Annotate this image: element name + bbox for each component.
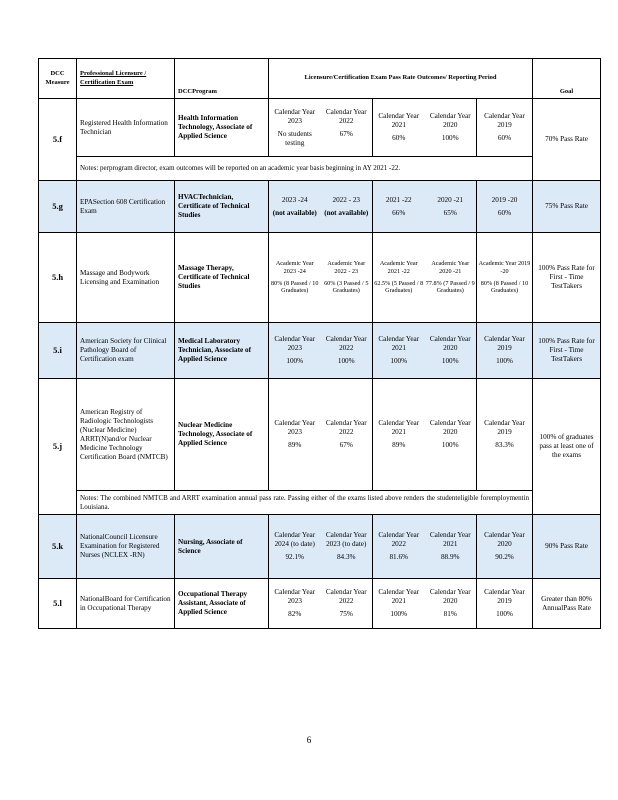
results-cell (269, 181, 373, 233)
year-result (373, 529, 425, 564)
table-row (39, 99, 601, 157)
year-label: Calendar Year 2022 (325, 419, 367, 436)
table-row (39, 515, 601, 579)
measure-cell: 5.f (39, 99, 77, 181)
year-label: Calendar Year 2019 (484, 588, 525, 605)
year-label: Calendar Year 2020 (429, 588, 471, 605)
year-value: 100% (441, 441, 459, 449)
goal-cell: 75% Pass Rate (533, 181, 601, 233)
results-cell (477, 579, 533, 629)
year-label: Calendar Year 2019 (484, 419, 525, 436)
year-value: 82% (288, 610, 302, 618)
year-label: Calendar Year 2023 (to date) (325, 531, 367, 548)
year-label: Calendar Year 2023 (274, 588, 316, 605)
year-value: 60% (3 Passed / 5 Graduates) (324, 279, 369, 295)
year-value: (not available) (324, 208, 369, 217)
year-value: 75% (339, 610, 353, 618)
measure-cell: 5.g (39, 181, 77, 233)
results-cell (373, 579, 477, 629)
year-value: 100% (441, 134, 459, 142)
results-cell (373, 323, 477, 379)
goal-cell: 100% of graduates pass at least one of the exams (533, 379, 601, 515)
year-value: 60% (497, 208, 512, 217)
year-label: Academic Year 2019 -20 (478, 260, 531, 275)
year-result (321, 333, 373, 368)
year-label: Calendar Year 2021 (378, 419, 420, 436)
results-cell (373, 233, 477, 323)
year-value: 81.6% (389, 553, 409, 561)
year-value: 89% (288, 441, 302, 449)
year-result (373, 258, 425, 297)
year-result (373, 417, 425, 452)
results-cell (269, 579, 373, 629)
year-value: 60% (497, 134, 512, 142)
page-number: 6 (306, 735, 312, 745)
year-value: 84.3% (336, 553, 356, 561)
table-row (39, 579, 601, 629)
year-result (425, 258, 477, 297)
program-cell: Nuclear Medicine Technology, Associate of Applied Science (175, 379, 269, 491)
year-value: 100% (496, 610, 513, 618)
results-cell (373, 99, 477, 157)
results-cell (477, 233, 533, 323)
year-value: 80% (8 Passed / 10 Graduates) (480, 279, 529, 295)
results-cell (269, 323, 373, 379)
year-value: 77.8% (7 Passed / 9 Graduates) (425, 279, 475, 295)
year-label: Calendar Year 2024 (to date) (274, 531, 316, 548)
year-result (321, 586, 373, 621)
table-row (39, 233, 601, 323)
year-result (321, 194, 373, 220)
results-cell (269, 515, 373, 579)
year-value: 100% (390, 357, 408, 365)
exam-cell: EPASection 608 Certification Exam (77, 181, 175, 233)
year-label: Calendar Year 2022 (378, 531, 420, 548)
year-label: Calendar Year 2021 (378, 335, 420, 352)
year-label: Calendar Year 2019 (484, 112, 525, 129)
year-label: 2022 - 23 (332, 195, 361, 204)
header-outcomes: Licensure/Certification Exam Pass Rate Outcomes/ Reporting Period (269, 59, 533, 99)
results-cell (477, 515, 533, 579)
year-label: 2023 -24 (281, 195, 308, 204)
exam-cell: American Registry of Radiologic Technologists (Nuclear Medicine) ARRT(N)and/or Nuclear Medicine Technology Certification Board (NMTCB) (77, 379, 175, 491)
year-result (269, 417, 321, 452)
year-value: (not available) (272, 208, 317, 217)
year-value: 92.1% (285, 553, 305, 561)
year-label: Calendar Year 2023 (274, 419, 316, 436)
measure-cell: 5.l (39, 579, 77, 629)
year-label: Academic Year 2020 -21 (431, 260, 470, 275)
year-result (425, 586, 477, 621)
year-label: Calendar Year 2020 (429, 419, 471, 436)
goal-cell: Greater than 80% AnnualPass Rate (533, 579, 601, 629)
results-cell (373, 379, 477, 491)
exam-cell: NationalCouncil Licensure Examination for Registered Nurses (NCLEX -RN) (77, 515, 175, 579)
results-cell (373, 515, 477, 579)
year-label: Calendar Year 2020 (429, 112, 471, 129)
year-result (269, 529, 321, 564)
year-result (477, 586, 532, 621)
year-value: 62.5% (5 Passed / 8 Graduates) (374, 279, 424, 295)
year-label: Calendar Year 2022 (325, 335, 367, 352)
year-label: Calendar Year 2023 (274, 107, 316, 125)
note-cell: Notes: The combined NMTCB and ARRT examination annual pass rate. Passing either of the exams listed above renders the studenteligible foremploymentin Louisiana. (77, 491, 533, 515)
header-program: DCCProgram (175, 59, 269, 99)
year-value: 100% (286, 357, 304, 365)
year-value: 66% (392, 208, 406, 217)
year-value: 60% (392, 134, 406, 142)
year-result (477, 529, 532, 564)
year-result (269, 194, 321, 220)
note-row (39, 157, 601, 181)
year-result (269, 258, 321, 297)
year-label: 2021 -22 (385, 195, 412, 204)
year-result (425, 333, 477, 368)
year-result (269, 106, 321, 150)
year-result (321, 417, 373, 452)
year-result (373, 586, 425, 621)
year-result (321, 529, 373, 564)
year-value: 100% (441, 357, 459, 365)
year-result (269, 586, 321, 621)
year-label: Academic Year 2022 - 23 (327, 260, 366, 275)
year-label: 2020 -21 (437, 195, 464, 204)
program-cell: Nursing, Associate of Science (175, 515, 269, 579)
year-label: Calendar Year 2022 (325, 588, 367, 605)
year-result (373, 194, 425, 220)
program-cell: Medical Laboratory Technician, Associate of Applied Science (175, 323, 269, 379)
year-result (425, 529, 477, 564)
results-cell (269, 379, 373, 491)
year-label: Academic Year 2023 -24 (275, 260, 314, 275)
results-cell (477, 181, 533, 233)
results-cell (269, 233, 373, 323)
exam-cell: Registered Health Information Technician (77, 99, 175, 157)
goal-cell: 90% Pass Rate (533, 515, 601, 579)
table-row (39, 379, 601, 491)
program-cell: Occupational Therapy Assistant, Associate of Applied Science (175, 579, 269, 629)
year-value: 65% (443, 208, 457, 217)
year-result (477, 110, 532, 145)
program-cell: Massage Therapy, Certificate of Technical Studies (175, 233, 269, 323)
year-result (425, 110, 477, 145)
goal-cell: 70% Pass Rate (533, 99, 601, 181)
header-goal: Goal (533, 59, 601, 99)
results-cell (477, 323, 533, 379)
note-row (39, 491, 601, 515)
note-cell: Notes: perprogram director, exam outcomes will be reported on an academic year basis beginning in AY 2021 -22. (77, 157, 533, 181)
goal-cell: 100% Pass Rate for First - Time TestTakers (533, 323, 601, 379)
year-result (477, 417, 532, 452)
year-result (321, 258, 373, 297)
results-cell (373, 181, 477, 233)
header-professional: Professional Licensure / Certification Exam (77, 59, 175, 99)
year-label: Calendar Year 2022 (325, 107, 367, 125)
exam-cell: NationalBoard for Certification in Occupational Therapy (77, 579, 175, 629)
year-result (477, 194, 532, 220)
outcomes-table (38, 58, 601, 629)
year-value: 88.9% (440, 553, 460, 561)
year-label: Calendar Year 2021 (429, 531, 471, 548)
year-label: Calendar Year 2023 (274, 335, 316, 352)
table-row (39, 181, 601, 233)
year-value: 100% (390, 610, 408, 618)
results-cell (269, 99, 373, 157)
results-cell (477, 379, 533, 491)
year-value: 83.3% (495, 441, 514, 449)
year-result (477, 258, 532, 297)
year-result (269, 333, 321, 368)
year-result (425, 194, 477, 220)
year-label: Calendar Year 2020 (484, 531, 525, 548)
year-value: 67% (339, 129, 353, 138)
year-value: 89% (392, 441, 406, 449)
measure-cell: 5.i (39, 323, 77, 379)
year-value: 100% (496, 357, 513, 365)
year-label: Academic Year 2021 -22 (379, 260, 418, 275)
year-label: Calendar Year 2020 (429, 335, 471, 352)
exam-cell: Massage and Bodywork Licensing and Examination (77, 233, 175, 323)
year-result (425, 417, 477, 452)
year-value: 67% (339, 441, 353, 449)
measure-cell: 5.k (39, 515, 77, 579)
year-result (477, 333, 532, 368)
year-label: Calendar Year 2021 (378, 588, 420, 605)
year-value: 81% (443, 610, 457, 618)
results-cell (477, 99, 533, 157)
year-result (373, 110, 425, 145)
measure-cell: 5.h (39, 233, 77, 323)
year-value: 100% (337, 357, 355, 365)
year-label: Calendar Year 2019 (484, 335, 525, 352)
exam-cell: American Society for Clinical Pathology Board of Certification exam (77, 323, 175, 379)
measure-cell: 5.j (39, 379, 77, 515)
header-measure: DCC Measure (39, 59, 77, 99)
year-value: 90.2% (495, 553, 514, 561)
table-row (39, 323, 601, 379)
year-value: No students testing (277, 129, 312, 147)
program-cell: HVACTechnician, Certificate of Technical Studies (175, 181, 269, 233)
year-label: Calendar Year 2021 (378, 112, 420, 129)
year-label: 2019 -20 (491, 195, 518, 204)
year-result (373, 333, 425, 368)
goal-cell: 100% Pass Rate for First - Time TestTakers (533, 233, 601, 323)
program-cell: Health Information Technology, Associate of Applied Science (175, 99, 269, 157)
year-result (321, 106, 373, 150)
year-value: 80% (8 Passed / 10 Graduates) (271, 279, 319, 295)
